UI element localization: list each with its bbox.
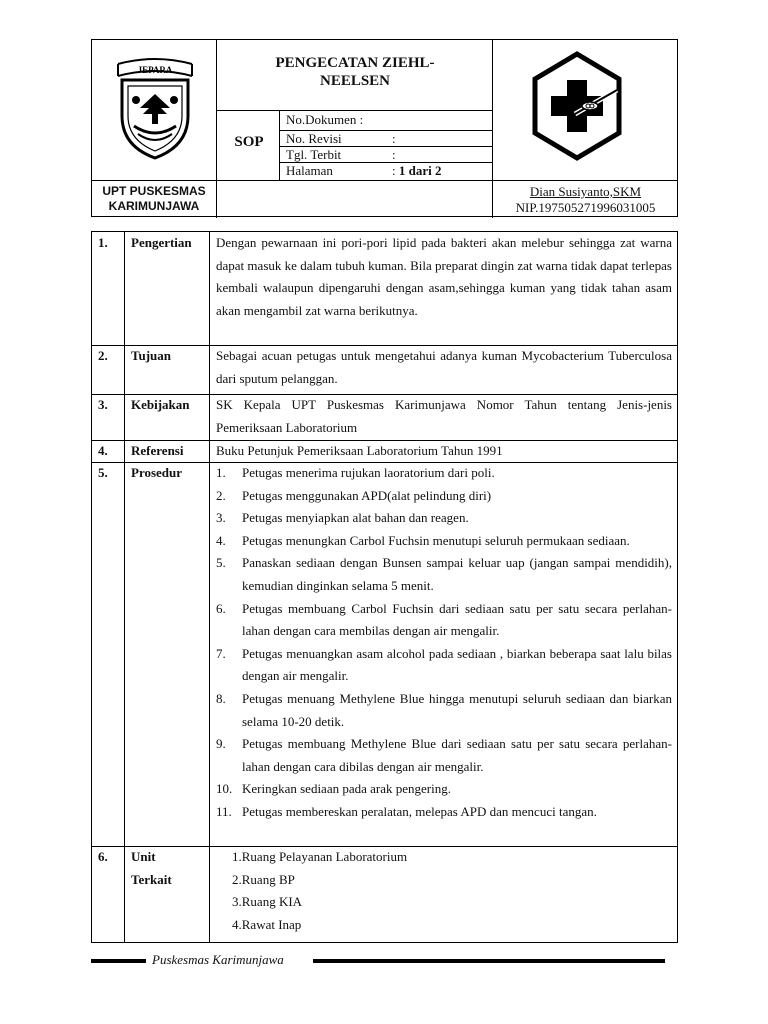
puskesmas-logo-icon: [529, 50, 625, 162]
section-text-tujuan: Sebagai acuan petugas untuk mengetahui adanya kuman Mycobacterium Tuberculosa dari sputum pelanggan.: [216, 348, 672, 386]
section-number: 1.: [98, 235, 108, 250]
signatory: [492, 184, 679, 216]
signatory-nip: NIP.197505271996031005: [515, 200, 656, 215]
footer-rule-left: [91, 959, 146, 963]
section-number: 3.: [98, 397, 108, 412]
sop-content-table: [91, 231, 678, 943]
procedure-step: 2. Petugas menggunakan APD(alat pelindung diri): [216, 487, 492, 503]
related-unit: 2.Ruang BP: [232, 871, 295, 887]
procedure-step: 4. Petugas menungkan Carbol Fuchsin menutupi seluruh permukaan sediaan.: [216, 532, 630, 548]
procedure-step: 11. Petugas membereskan peralatan, melepas APD dan mencuci tangan.: [216, 803, 597, 819]
procedure-step: 1. Petugas menerima rujukan laoratorium dari poli.: [216, 465, 495, 480]
sop-header: [91, 39, 678, 217]
procedure-step: 9. Petugas membuang Methylene Blue dari sediaan satu per satu secara perlahan-lahan dengan cara dibilas dengan air mengalir.: [216, 736, 672, 774]
signatory-name: Dian Susiyanto,SKM: [529, 184, 642, 199]
section-label-pengertian: Pengertian: [131, 235, 192, 250]
section-text-pengertian: Dengan pewarnaan ini pori-pori lipid pada bakteri akan melebur sehingga zat warna dapat masuk ke dalam tubuh kuman. Bila preparat dingin zat warna tidak dapat terlepas kembali walaupun dipengaruhi dengan asam,sehingga kuman yang tidak tahan asam akan mengambil zat warna berikutnya.: [216, 235, 672, 318]
section-text-referensi: Buku Petunjuk Pemeriksaan Laboratorium Tahun 1991: [216, 443, 503, 458]
jepara-emblem-icon: [112, 50, 198, 162]
field-tgl-terbit: Tgl. Terbit :: [286, 147, 396, 162]
section-label-referensi: Referensi: [131, 443, 184, 458]
related-unit: 3.Ruang KIA: [232, 894, 303, 910]
field-halaman: Halaman : 1 dari 2: [286, 163, 442, 178]
section-label-kebijakan: Kebijakan: [131, 397, 190, 412]
section-text-kebijakan: SK Kepala UPT Puskesmas Karimunjawa Nomor Tahun tentang Jenis-jenis Pemeriksaan Laboratorium: [216, 397, 672, 435]
procedure-step: 6. Petugas membuang Carbol Fuchsin dari sediaan satu per satu secara perlahan-lahan dengan cara membilas dengan air mengalir.: [216, 600, 672, 639]
procedure-step: 5. Panaskan sediaan dengan Bunsen sampai keluar uap (jangan sampai mendidih), kemudian dinginkan selama 5 menit.: [216, 555, 672, 593]
section-label-prosedur: Prosedur: [131, 465, 183, 480]
section-label-tujuan: Tujuan: [131, 348, 171, 363]
related-unit: 4.Rawat Inap: [232, 916, 302, 932]
footer-rule-right: [313, 959, 665, 963]
sop-label: SOP: [234, 134, 264, 150]
section-number: 4.: [98, 443, 108, 458]
organization-name: UPT PUSKESMAS KARIMUNJAWA: [102, 184, 206, 213]
procedure-step: 3. Petugas menyiapkan alat bahan dan reagen.: [216, 510, 469, 526]
section-number: 2.: [98, 348, 108, 363]
footer-text: Puskesmas Karimunjawa: [152, 952, 284, 967]
document-title: PENGECATAN ZIEHL- NEELSEN: [275, 55, 435, 89]
related-units-list: [232, 846, 632, 936]
related-unit: 1.Ruang Pelayanan Laboratorium: [232, 849, 408, 864]
emblem-label: JEPARA: [137, 65, 173, 75]
procedure-steps: [216, 462, 672, 824]
field-no-dokumen: No.Dokumen :: [286, 112, 364, 127]
section-number: 6.: [98, 849, 108, 864]
procedure-step: 10. Keringkan sediaan pada arak pengering.: [216, 781, 451, 797]
procedure-step: 7. Petugas menuangkan asam alcohol pada sediaan , biarkan beberapa saat lalu bilas dengan air mengalir.: [216, 645, 672, 684]
procedure-step: 8. Petugas menuang Methylene Blue hingga menutupi seluruh sediaan dan biarkan selama 10-20 detik.: [216, 690, 672, 729]
field-no-revisi: No. Revisi :: [286, 131, 396, 146]
section-label-unit-terkait: Unit Terkait: [131, 849, 172, 887]
section-number: 5.: [98, 465, 108, 480]
